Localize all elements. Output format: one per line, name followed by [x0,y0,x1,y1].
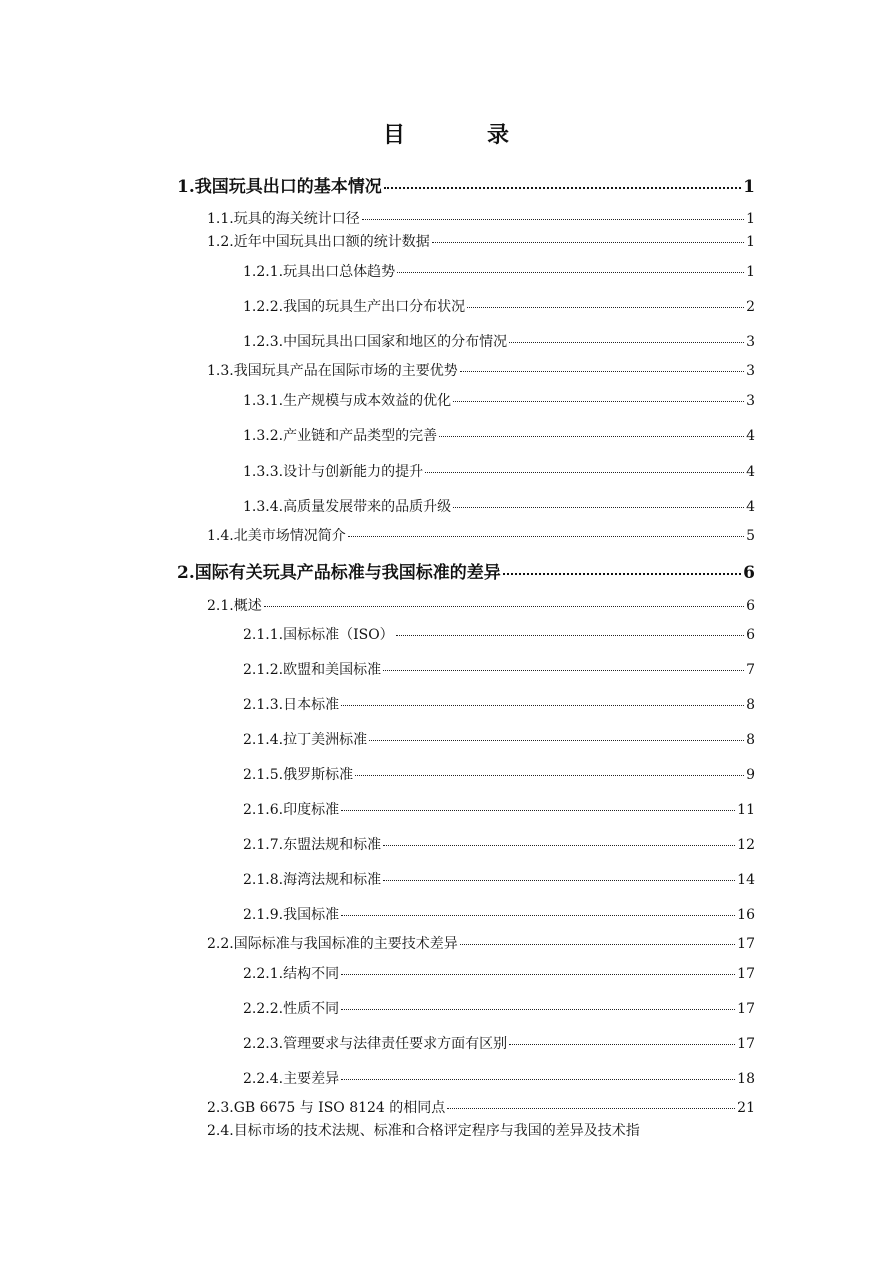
toc-entry-page: 8 [746,732,755,748]
toc-entry-text: 1.2.2.我国的玩具生产出口分布状况 [243,299,466,315]
leader-dots [341,1009,735,1010]
toc-entry-page: 17 [737,1036,755,1052]
toc-entry[interactable] [243,904,755,924]
toc-entry-page: 7 [746,662,755,678]
toc-entry-text: 1.1.玩具的海关统计口径 [207,211,360,227]
toc-entry[interactable] [243,869,755,889]
toc-entry-text: 2.1.7.东盟法规和标准 [243,837,382,853]
leader-dots [348,536,744,537]
toc-entry-text: 1.3.4.高质量发展带来的品质升级 [243,499,452,515]
leader-dots [341,915,735,916]
page-title: 目 录 [382,122,539,148]
toc-entry[interactable] [243,694,755,714]
leader-dots [383,880,735,881]
toc-entry-text: 1.2.3.中国玩具出口国家和地区的分布情况 [243,334,508,350]
toc-entry[interactable] [243,496,755,516]
toc-entry[interactable] [243,390,755,410]
leader-dots [460,944,735,945]
toc-entry-page: 5 [746,528,755,544]
toc-entry-page: 6 [743,563,755,583]
toc-entry[interactable] [243,659,755,679]
toc-entry-page: 16 [737,907,755,923]
toc-entry-page: 1 [743,177,755,197]
leader-dots [341,810,735,811]
toc-entry-page: 11 [737,802,755,818]
toc-entry[interactable] [207,1120,755,1140]
toc-entry-text: 1.4.北美市场情况简介 [207,528,346,544]
toc-entry-text: 2.1.2.欧盟和美国标准 [243,662,382,678]
toc-entry-text: 2.1.1.国标标准（ISO） [243,627,394,643]
toc-entry-text: 1.2.近年中国玩具出口额的统计数据 [207,234,430,250]
toc-entry[interactable] [177,172,755,197]
toc-entry-text: 2.1.4.拉丁美洲标准 [243,732,368,748]
toc-entry-text: 2.国际有关玩具产品标准与我国标准的差异 [177,563,501,583]
toc-entry[interactable] [243,764,755,784]
toc-entry[interactable] [243,1068,755,1088]
toc-entry[interactable] [243,331,755,351]
toc-entry-text: 2.3.GB 6675 与 ISO 8124 的相同点 [207,1100,446,1116]
leader-dots [467,307,744,308]
toc-entry-text: 2.2.2.性质不同 [243,1001,340,1017]
toc-entry-text: 1.3.2.产业链和产品类型的完善 [243,428,438,444]
toc-entry-text: 2.2.国际标准与我国标准的主要技术差异 [207,936,458,952]
toc-entry-page: 4 [746,464,755,480]
toc-entry-text: 2.1.8.海湾法规和标准 [243,872,382,888]
toc-entry-text: 2.4.目标市场的技术法规、标准和合格评定程序与我国的差异及技术指 [207,1123,640,1139]
toc-entry[interactable] [243,261,755,281]
toc-entry-page: 3 [746,393,755,409]
toc-entry[interactable] [207,208,755,228]
leader-dots [453,507,744,508]
leader-dots [362,219,744,220]
toc-entry-page: 14 [737,872,755,888]
toc-entry-text: 2.1.6.印度标准 [243,802,340,818]
toc-entry[interactable] [243,963,755,983]
toc-entry-page: 17 [737,966,755,982]
toc-entry-page: 21 [737,1100,755,1116]
toc-entry[interactable] [177,558,755,583]
toc-entry-page: 4 [746,499,755,515]
leader-dots [509,1044,735,1045]
leader-dots [509,342,744,343]
toc-entry-page: 4 [746,428,755,444]
toc-entry-page: 3 [746,363,755,379]
toc-entry[interactable] [243,1033,755,1053]
leader-dots [460,371,744,372]
toc-entry[interactable] [243,296,755,316]
toc-entry[interactable] [243,461,755,481]
toc-entry[interactable] [207,595,755,615]
toc-entry[interactable] [207,1097,755,1117]
toc-entry-text: 1.2.1.玩具出口总体趋势 [243,264,396,280]
toc-entry-page: 6 [746,598,755,614]
toc-entry-page: 8 [746,697,755,713]
leader-dots [383,845,735,846]
toc-entry-page: 12 [737,837,755,853]
leader-dots [264,606,744,607]
leader-dots [447,1108,735,1109]
toc-entry-page: 1 [746,264,755,280]
toc-entry[interactable] [207,360,755,380]
toc-entry[interactable] [243,834,755,854]
leader-dots [503,573,741,575]
toc-entry-text: 2.2.4.主要差异 [243,1071,340,1087]
leader-dots [397,272,744,273]
toc-entry-text: 2.1.9.我国标准 [243,907,340,923]
leader-dots [432,242,744,243]
toc-entry[interactable] [243,799,755,819]
leader-dots [383,670,744,671]
leader-dots [341,974,735,975]
toc-entry-text: 1.我国玩具出口的基本情况 [177,177,382,197]
toc-entry-page: 18 [737,1071,755,1087]
toc-entry[interactable] [243,624,755,644]
toc-entry-page: 17 [737,1001,755,1017]
toc-entry-page: 17 [737,936,755,952]
toc-entry-text: 1.3.1.生产规模与成本效益的优化 [243,393,452,409]
leader-dots [341,1079,735,1080]
leader-dots [439,436,744,437]
toc-entry[interactable] [243,729,755,749]
toc-entry[interactable] [207,231,755,251]
toc-entry-text: 1.3.我国玩具产品在国际市场的主要优势 [207,363,458,379]
leader-dots [384,187,741,189]
leader-dots [453,401,744,402]
leader-dots [341,705,744,706]
toc-entry[interactable] [207,933,755,953]
toc-entry-text: 2.1.3.日本标准 [243,697,340,713]
toc-entry[interactable] [243,425,755,445]
toc-entry-page: 3 [746,334,755,350]
toc-entry-page: 9 [746,767,755,783]
toc-entry[interactable] [207,525,755,545]
leader-dots [355,775,744,776]
toc-entry-text: 2.1.5.俄罗斯标准 [243,767,354,783]
toc-entry-text: 2.2.1.结构不同 [243,966,340,982]
toc-entry-page: 2 [746,299,755,315]
toc-entry-text: 2.2.3.管理要求与法律责任要求方面有区别 [243,1036,508,1052]
toc-entry[interactable] [243,998,755,1018]
toc-entry-text: 2.1.概述 [207,598,262,614]
toc-entry-page: 1 [746,211,755,227]
leader-dots [369,740,744,741]
toc-entry-text: 1.3.3.设计与创新能力的提升 [243,464,424,480]
toc-entry-page: 6 [746,627,755,643]
toc-entry-page: 1 [746,234,755,250]
leader-dots [425,472,744,473]
leader-dots [396,635,744,636]
